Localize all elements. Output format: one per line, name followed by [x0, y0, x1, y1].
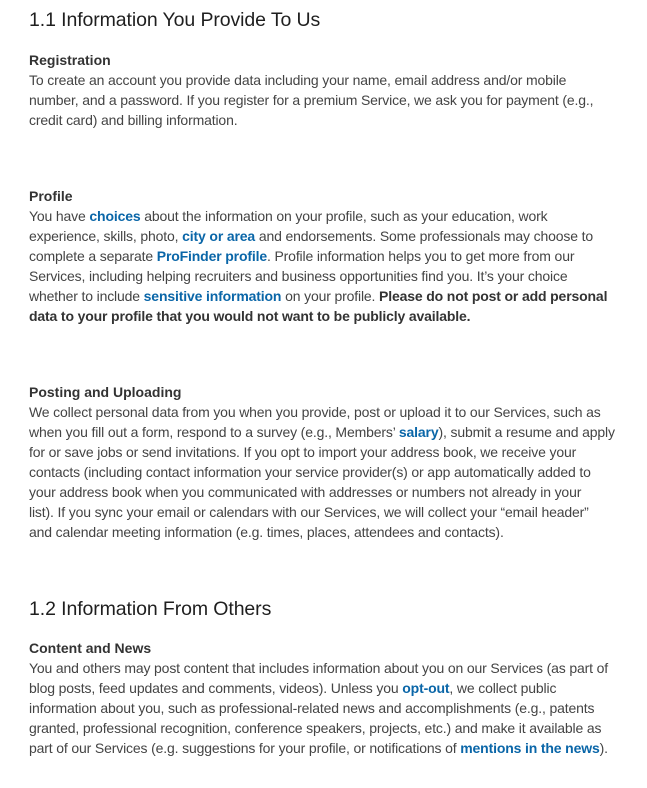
posting-line [29, 422, 634, 442]
profile-line [29, 286, 634, 306]
text: when you fill out a form, respond to a survey (e.g., Members’ [29, 424, 399, 440]
profile-line [29, 206, 634, 226]
registration-line: To create an account you provide data including your name, email address and/or mobile [29, 72, 567, 88]
text: about the information on your profile, such as your education, work [140, 208, 548, 224]
text: ). [599, 740, 608, 756]
mentions-in-the-news-link[interactable]: mentions in the news [460, 740, 600, 756]
city-or-area-link[interactable]: city or area [182, 228, 256, 244]
posting-line: and calendar meeting information (e.g. times, places, attendees and contacts). [29, 524, 504, 540]
posting-title: Posting and Uploading [29, 384, 182, 400]
text: experience, skills, photo, [29, 228, 183, 244]
content-line: You and others may post content that includes information about you on our Services (as part of [29, 660, 609, 676]
text: blog posts, feed updates and comments, videos). Unless you [29, 680, 403, 696]
text: on your profile. [281, 288, 380, 304]
section-heading-1-2: 1.2 Information From Others [29, 598, 272, 620]
text: . Profile information helps you to get more from our [267, 248, 575, 264]
content-news-section [29, 638, 634, 758]
content-line [29, 738, 634, 758]
salary-link[interactable]: salary [398, 424, 439, 440]
content-line: information about you, such as professional-related news and accomplishments (e.g., patents [29, 700, 595, 716]
text: whether to include [29, 288, 144, 304]
section-heading-1-1: 1.1 Information You Provide To Us [29, 9, 321, 31]
text: You have [29, 208, 90, 224]
registration-title: Registration [29, 52, 111, 68]
content-news-title: Content and News [29, 640, 152, 656]
text: , we collect public [449, 680, 557, 696]
text: ), submit a resume and apply [438, 424, 615, 440]
warning-text: Please do not post or add personal [379, 288, 608, 304]
text: complete a separate [29, 248, 157, 264]
choices-link[interactable]: choices [89, 208, 141, 224]
posting-line: contacts (including contact information your service provider(s) or app automatically added to [29, 464, 591, 480]
profinder-profile-link[interactable]: ProFinder profile [156, 248, 267, 264]
text: and endorsements. Some professionals may choose to [255, 228, 593, 244]
sensitive-information-link[interactable]: sensitive information [143, 288, 282, 304]
profile-line: Services, including helping recruiters and business opportunities find you. It’s your choice [29, 268, 568, 284]
profile-line [29, 226, 634, 246]
profile-line [29, 306, 634, 326]
posting-section [29, 382, 634, 542]
warning-text: data to your profile that you would not want to be publicly available. [29, 308, 471, 324]
profile-section [29, 186, 634, 326]
profile-line [29, 246, 634, 266]
content-line: granted, professional recognition, conference speakers, projects, etc.) and make it available as [29, 720, 602, 736]
content-line [29, 678, 634, 698]
registration-line: number, and a password. If you register for a premium Service, we ask you for payment (e.g., [29, 92, 594, 108]
text: part of our Services (e.g. suggestions for your profile, or notifications of [29, 740, 461, 756]
posting-line: list). If you sync your email or calendars with our Services, we will collect your “email header” [29, 504, 589, 520]
registration-line: credit card) and billing information. [29, 112, 238, 128]
registration-section [29, 50, 634, 130]
profile-title: Profile [29, 188, 73, 204]
posting-line: We collect personal data from you when you provide, post or upload it to our Services, such as [29, 404, 601, 420]
opt-out-link[interactable]: opt-out [402, 680, 450, 696]
posting-line: for or save jobs or send invitations. If you opt to import your address book, we receive your [29, 444, 577, 460]
posting-line: your address book when you communicated with addresses or numbers not already in your [29, 484, 582, 500]
